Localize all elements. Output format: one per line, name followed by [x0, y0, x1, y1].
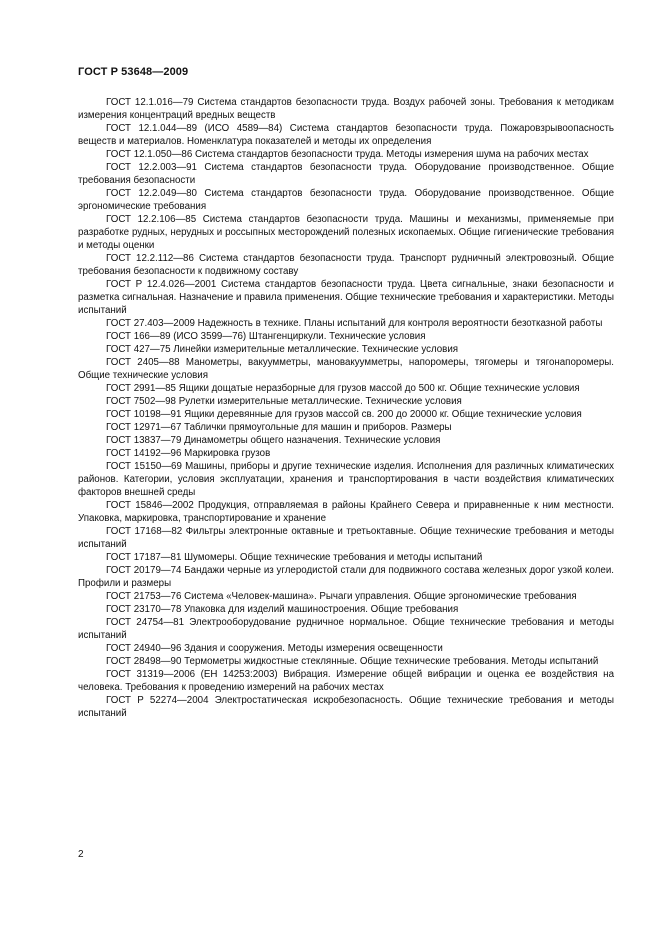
- reference-entry: ГОСТ 24754—81 Электрооборудование рудничное нормальное. Общие технические требования и методы испытаний: [78, 617, 614, 641]
- reference-entry: ГОСТ Р 52274—2004 Электростатическая искробезопасность. Общие технические требования и методы испытаний: [78, 695, 614, 719]
- reference-entry: ГОСТ 14192—96 Маркировка грузов: [106, 448, 271, 459]
- reference-entry: ГОСТ 12.2.049—80 Система стандартов безопасности труда. Оборудование производственное. Общие эргономические требования: [78, 188, 614, 212]
- reference-entry: ГОСТ 7502—98 Рулетки измерительные металлические. Технические условия: [106, 396, 462, 407]
- standard-designation-header: ГОСТ Р 53648—2009: [78, 66, 189, 78]
- reference-entry: ГОСТ 166—89 (ИСО 3599—76) Штангенциркули. Технические условия: [106, 331, 426, 342]
- reference-entry: ГОСТ 427—75 Линейки измерительные металлические. Технические условия: [106, 344, 459, 355]
- reference-entry: ГОСТ 12.2.106—85 Система стандартов безопасности труда. Машины и механизмы, применяемые при разработке рудных, нерудных и россыпных месторождений полезных ископаемых. Общие гигиенические требования и методы оценки: [78, 214, 614, 251]
- reference-entry: ГОСТ 12971—67 Таблички прямоугольные для машин и приборов. Размеры: [106, 422, 452, 433]
- reference-entry: ГОСТ 15846—2002 Продукция, отправляемая в районы Крайнего Севера и приравненные к ним местности. Упаковка, маркировка, транспортирование и хранение: [78, 500, 614, 524]
- reference-entry: ГОСТ 13837—79 Динамометры общего назначения. Технические условия: [106, 435, 441, 446]
- reference-entry: ГОСТ 28498—90 Термометры жидкостные стеклянные. Общие технические требования. Методы испытаний: [106, 656, 599, 667]
- reference-entry: ГОСТ Р 12.4.026—2001 Система стандартов безопасности труда. Цвета сигнальные, знаки безопасности и разметка сигнальная. Назначение и правила применения. Общие технические требования и характеристики. Методы испытаний: [78, 279, 614, 316]
- reference-entry: ГОСТ 10198—91 Ящики деревянные для грузов массой св. 200 до 20000 кг. Общие технические условия: [106, 409, 582, 420]
- reference-entry: ГОСТ 17168—82 Фильтры электронные октавные и третьоктавные. Общие технические требования и методы испытаний: [78, 526, 614, 550]
- reference-entry: ГОСТ 12.2.112—86 Система стандартов безопасности труда. Транспорт рудничный электровозный. Общие требования безопасности к подвижному составу: [78, 253, 614, 277]
- reference-entry: ГОСТ 2405—88 Манометры, вакуумметры, мановакуумметры, напоромеры, тягомеры и тягонапоромеры. Общие технические условия: [78, 357, 614, 381]
- reference-entry: ГОСТ 15150—69 Машины, приборы и другие технические изделия. Исполнения для различных климатических районов. Категории, условия эксплуатации, хранения и транспортирования в части воздействия климатических факторов внешней среды: [78, 461, 614, 498]
- reference-entry: ГОСТ 21753—76 Система «Человек-машина». Рычаги управления. Общие эргономические требования: [106, 591, 577, 602]
- reference-entry: ГОСТ 12.1.050—86 Система стандартов безопасности труда. Методы измерения шума на рабочих местах: [106, 149, 589, 160]
- reference-entry: ГОСТ 12.1.016—79 Система стандартов безопасности труда. Воздух рабочей зоны. Требования к методикам измерения концентраций вредных веществ: [78, 97, 614, 121]
- normative-references-list: [78, 96, 614, 720]
- reference-entry: ГОСТ 17187—81 Шумомеры. Общие технические требования и методы испытаний: [106, 552, 483, 563]
- reference-entry: ГОСТ 23170—78 Упаковка для изделий машиностроения. Общие требования: [106, 604, 459, 615]
- page-number: 2: [78, 849, 84, 860]
- reference-entry: ГОСТ 31319—2006 (ЕН 14253:2003) Вибрация. Измерение общей вибрации и оценка ее воздействия на человека. Требования к проведению измерений на рабочих местах: [78, 669, 614, 693]
- reference-entry: ГОСТ 12.1.044—89 (ИСО 4589—84) Система стандартов безопасности труда. Пожаровзрывоопасность веществ и материалов. Номенклатура показателей и методы их определения: [78, 123, 614, 147]
- reference-entry: ГОСТ 24940—96 Здания и сооружения. Методы измерения освещенности: [106, 643, 443, 654]
- reference-entry: ГОСТ 2991—85 Ящики дощатые неразборные для грузов массой до 500 кг. Общие технические условия: [106, 383, 580, 394]
- reference-entry: ГОСТ 20179—74 Бандажи черные из углеродистой стали для подвижного состава железных дорог узкой колеи. Профили и размеры: [78, 565, 614, 589]
- reference-entry: ГОСТ 27.403—2009 Надежность в технике. Планы испытаний для контроля вероятности безотказной работы: [106, 318, 603, 329]
- reference-entry: ГОСТ 12.2.003—91 Система стандартов безопасности труда. Оборудование производственное. Общие требования безопасности: [78, 162, 614, 186]
